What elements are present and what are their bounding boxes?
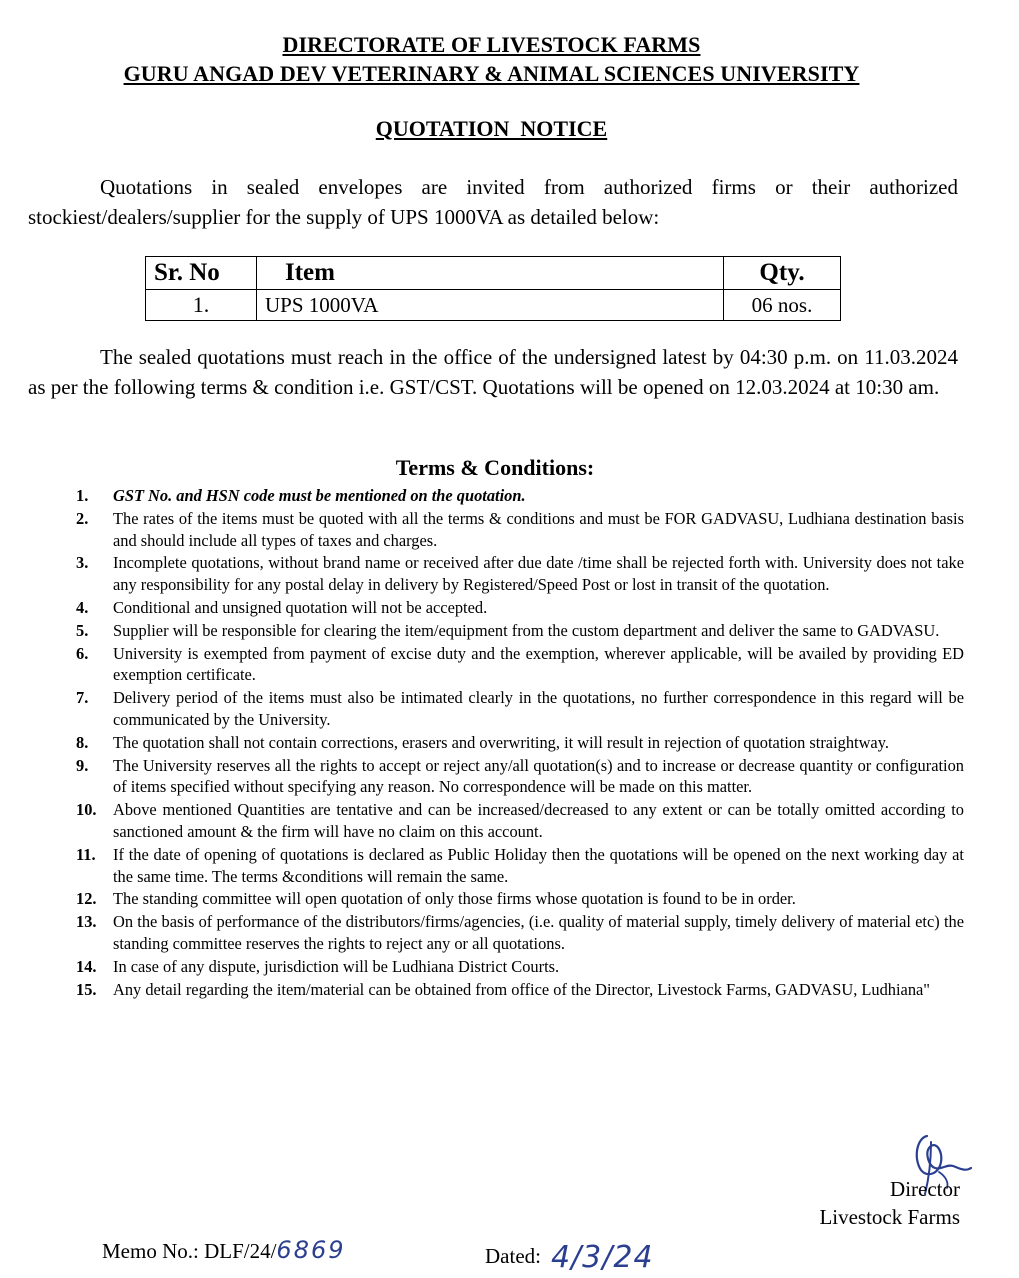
memo-number bbox=[102, 1236, 346, 1264]
cell-qty: 06 nos. bbox=[724, 290, 841, 321]
list-item: 10. Above mentioned Quantities are tentative and can be increased/decreased to any extent or can be totally omitted according to sanctioned amount & the firm will have no claim on this account. bbox=[76, 800, 964, 841]
submission-paragraph: The sealed quotations must reach in the office of the undersigned latest by 04:30 p.m. on 11.03.2024 as per the following terms & condition i.e. GST/CST. Quotations will be opened on 12.03.2024 at 10:30 am. bbox=[28, 345, 958, 399]
list-item: 13. On the basis of performance of the distributors/firms/agencies, (i.e. quality of material supply, timely delivery of material etc) the standing committee reserves the rights to reject any or all quotations. bbox=[76, 912, 964, 953]
dated-field bbox=[485, 1236, 654, 1275]
table-header-row bbox=[146, 257, 841, 290]
intro-paragraph: Quotations in sealed envelopes are invited from authorized firms or their authorized stockiest/dealers/supplier for the supply of UPS 1000VA as detailed below: bbox=[28, 175, 958, 229]
list-item: 1. GST No. and HSN code must be mentioned on the quotation. bbox=[76, 486, 526, 505]
header-qty: Qty. bbox=[724, 257, 841, 290]
dated-label: Dated: bbox=[485, 1244, 541, 1268]
cell-sr-no: 1. bbox=[146, 290, 257, 321]
list-item: 9. The University reserves all the rights to accept or reject any/all quotation(s) and to increase or decrease quantity or configuration of items specified without specifying any reason. No correspondence will be made on this matter. bbox=[76, 755, 964, 797]
table-row bbox=[146, 290, 841, 321]
terms-heading: Terms & Conditions: bbox=[395, 455, 595, 480]
list-item: 8. The quotation shall not contain corrections, erasers and overwriting, it will result in rejection of quotation straightway. bbox=[76, 732, 889, 752]
list-item: 7. Delivery period of the items must also be intimated clearly in the quotations, no further correspondence in this regard will be communicated by the University. bbox=[76, 688, 964, 729]
directorate-heading: DIRECTORATE OF LIVESTOCK FARMS bbox=[282, 32, 701, 57]
list-item: 11. If the date of opening of quotations is declared as Public Holiday then the quotations will be opened on the next working day at the same time. The terms &conditions will remain the same. bbox=[76, 844, 964, 886]
list-item: 5. Supplier will be responsible for clearing the item/equipment from the custom department and deliver the same to GADVASU. bbox=[76, 620, 940, 640]
items-table bbox=[145, 256, 841, 321]
university-heading: GURU ANGAD DEV VETERINARY & ANIMAL SCIENCES UNIVERSITY bbox=[123, 61, 860, 86]
list-item: 14. In case of any dispute, jurisdiction will be Ludhiana District Courts. bbox=[76, 956, 560, 976]
cell-item: UPS 1000VA bbox=[257, 290, 724, 321]
list-item: 2. The rates of the items must be quoted with all the terms & conditions and must be FOR GADVASU, Ludhiana destination basis and should include all types of taxes and charges. bbox=[76, 508, 964, 550]
dated-handwritten-value: 4/3/24 bbox=[550, 1240, 654, 1275]
notice-title: QUOTATION NOTICE bbox=[375, 116, 608, 141]
terms-list bbox=[76, 485, 964, 1001]
memo-handwritten-number: 6869 bbox=[276, 1236, 346, 1264]
list-item: 12. The standing committee will open quotation of only those firms whose quotation is found to be in order. bbox=[76, 889, 796, 909]
signatory-title: Director bbox=[890, 1177, 960, 1201]
list-item: 6. University is exempted from payment of excise duty and the exemption, wherever applicable, will be availed by providing ED exemption certificate. bbox=[76, 643, 964, 685]
list-item: 15. Any detail regarding the item/material can be obtained from office of the Director, Livestock Farms, GADVASU, Ludhiana" bbox=[76, 979, 930, 999]
header-item: Item bbox=[257, 257, 724, 290]
signatory-office: Livestock Farms bbox=[819, 1205, 960, 1229]
memo-label: Memo No.: DLF/24/ bbox=[102, 1239, 277, 1263]
header-sr-no: Sr. No bbox=[146, 257, 257, 290]
list-item: 3. Incomplete quotations, without brand name or received after due date /time shall be rejected forth with. University does not take any responsibility for any postal delay in delivery by Registered/Speed Post or lost in transit of the quotation. bbox=[76, 553, 964, 595]
list-item: 4. Conditional and unsigned quotation will not be accepted. bbox=[76, 597, 488, 617]
